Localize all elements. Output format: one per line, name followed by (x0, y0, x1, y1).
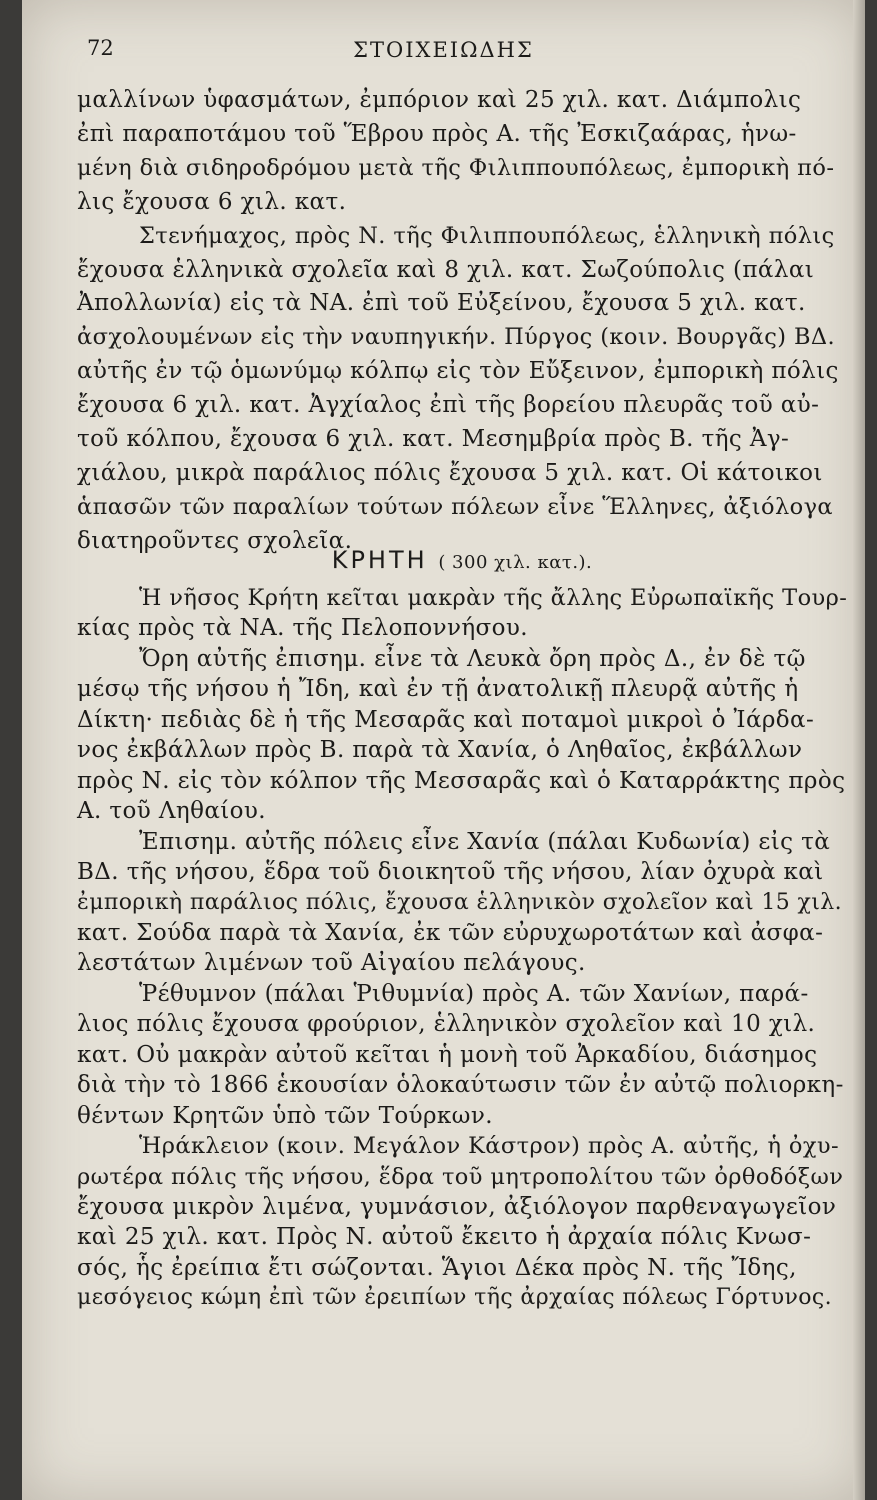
text-line: αὐτῆς ἐν τῷ ὁμωνύμῳ κόλπῳ εἰς τὸν Εὔξεινον, ἐμπορικὴ πόλις (77, 358, 839, 385)
page-header (22, 30, 865, 70)
running-title: ΣΤΟΙΧΕΙΩΔΗΣ (353, 38, 534, 62)
text-line: Στενήμαχος, πρὸς Ν. τῆς Φιλιππουπόλεως, ἑλληνικὴ πόλις (139, 222, 835, 249)
section-heading (77, 546, 847, 574)
text-line: χιάλου, μικρὰ παράλιος πόλις ἔχουσα 5 χιλ. κατ. Οἱ κάτοικοι (77, 459, 823, 486)
text-line: ἀσχολουμένων εἰς τὴν ναυπηγικήν. Πύργος (κοιν. Βουργᾶς) ΒΔ. (77, 324, 836, 351)
text-line: Ἀπολλωνία) εἰς τὰ ΝΑ. ἐπὶ τοῦ Εὐξείνου, ἔχουσα 5 χιλ. κατ. (77, 290, 806, 317)
page-number: 72 (87, 36, 114, 60)
text-line: κίας πρὸς τὰ ΝΑ. τῆς Πελοποννήσου. (77, 615, 528, 642)
text-line: λιος πόλις ἔχουσα φρούριον, ἑλληνικὸν σχολεῖον καὶ 10 χιλ. (77, 1011, 816, 1038)
section-subtitle: ( 300 χιλ. κατ.). (438, 552, 593, 573)
text-line: ἔχουσα ἑλληνικὰ σχολεῖα καὶ 8 χιλ. κατ. Σωζούπολις (πάλαι (77, 256, 815, 283)
text-line: ἔχουσα μικρὸν λιμένα, γυμνάσιον, ἀξιόλογον παρθεναγωγεῖον (77, 1194, 837, 1220)
text-line: διὰ τὴν τὸ 1866 ἑκουσίαν ὁλοκαύτωσιν τῶν ἐν αὐτῷ πολιορκη- (77, 1072, 844, 1099)
text-line: Ἐπισημ. αὐτῆς πόλεις εἶνε Χανία (πάλαι Κυδωνία) εἰς τὰ (139, 828, 831, 855)
text-line: Ἡ νῆσος Κρήτη κεῖται μακρὰν τῆς ἄλλης Εὐρωπαϊκῆς Τουρ- (139, 585, 848, 611)
text-line: μεσόγειος κώμη ἐπὶ τῶν ἐρειπίων τῆς ἀρχαίας πόλεως Γόρτυνος. (77, 1285, 833, 1311)
text-line: ρωτέρα πόλις τῆς νήσου, ἕδρα τοῦ μητροπολίτου τῶν ὀρθοδόξων (77, 1163, 844, 1190)
page-edge (853, 0, 865, 1500)
text-line: μένη διὰ σιδηροδρόμου μετὰ τῆς Φιλιππουπόλεως, ἐμπορικὴ πό- (77, 154, 835, 181)
book-page (22, 0, 865, 1500)
text-line: θέντων Κρητῶν ὑπὸ τῶν Τούρκων. (77, 1102, 493, 1129)
text-line: μέσῳ τῆς νήσου ἡ Ἴδη, καὶ ἐν τῇ ἀνατολικῇ πλευρᾷ αὐτῆς ἡ (77, 676, 799, 703)
text-line: πρὸς Ν. εἰς τὸν κόλπον τῆς Μεσσαρᾶς καὶ ὁ Καταρράκτης πρὸς (77, 767, 846, 794)
text-line: ἐμπορικὴ παράλιος πόλις, ἔχουσα ἑλληνικὸν σχολεῖον καὶ 15 χιλ. (77, 889, 843, 915)
text-line: Ἡράκλειον (κοιν. Μεγάλον Κάστρον) πρὸς Α. αὐτῆς, ἡ ὀχυ- (139, 1133, 839, 1160)
text-line: ἐπὶ παραποτάμου τοῦ Ἕβρου πρὸς Α. τῆς Ἐσκιζαάρας, ἡνω- (77, 120, 797, 147)
text-line: τοῦ κόλπου, ἔχουσα 6 χιλ. κατ. Μεσημβρία πρὸς Β. τῆς Ἀγ- (77, 426, 790, 452)
text-line: Ὄρη αὐτῆς ἐπισημ. εἶνε τὰ Λευκὰ ὄρη πρὸς Δ., ἐν δὲ τῷ (139, 645, 806, 672)
text-line: Α. τοῦ Ληθαίου. (77, 798, 267, 825)
text-line: λεστάτων λιμένων τοῦ Αἰγαίου πελάγους. (77, 950, 586, 977)
section-title: ΚΡΗΤΗ (331, 546, 428, 574)
text-line: διατηροῦντες σχολεῖα. (77, 527, 353, 554)
text-line: λις ἔχουσα 6 χιλ. κατ. (77, 188, 347, 215)
text-line: κατ. Σούδα παρὰ τὰ Χανία, ἐκ τῶν εὐρυχωροτάτων καὶ ἀσφα- (77, 919, 824, 946)
text-line: Δίκτη· πεδιὰς δὲ ἡ τῆς Μεσαρᾶς καὶ ποταμοὶ μικροὶ ὁ Ἰάρδα- (77, 706, 815, 733)
text-line: ΒΔ. τῆς νήσου, ἕδρα τοῦ διοικητοῦ τῆς νήσου, λίαν ὀχυρὰ καὶ (77, 859, 824, 886)
text-line: καὶ 25 χιλ. κατ. Πρὸς Ν. αὐτοῦ ἔκειτο ἡ ἀρχαία πόλις Κνωσ- (77, 1224, 812, 1251)
text-line: σός, ἧς ἐρείπια ἔτι σώζονται. Ἅγιοι Δέκα πρὸς Ν. τῆς Ἴδης, (77, 1254, 797, 1281)
text-line: κατ. Οὐ μακρὰν αὐτοῦ κεῖται ἡ μονὴ τοῦ Ἀρκαδίου, διάσημος (77, 1041, 818, 1068)
text-line: Ῥέθυμνον (πάλαι Ῥιθυμνία) πρὸς Α. τῶν Χανίων, παρά- (139, 980, 809, 1007)
text-line: νος ἐκβάλλων πρὸς Β. παρὰ τὰ Χανία, ὁ Ληθαῖος, ἐκβάλλων (77, 737, 803, 764)
text-line: ἁπασῶν τῶν παραλίων τούτων πόλεων εἶνε Ἕλληνες, ἀξιόλογα (77, 493, 834, 520)
text-line: μαλλίνων ὑφασμάτων, ἐμπόριον καὶ 25 χιλ. κατ. Διάμπολις (77, 87, 802, 113)
text-line: ἔχουσα 6 χιλ. κατ. Ἀγχίαλος ἐπὶ τῆς βορείου πλευρᾶς τοῦ αὐ- (77, 392, 820, 419)
